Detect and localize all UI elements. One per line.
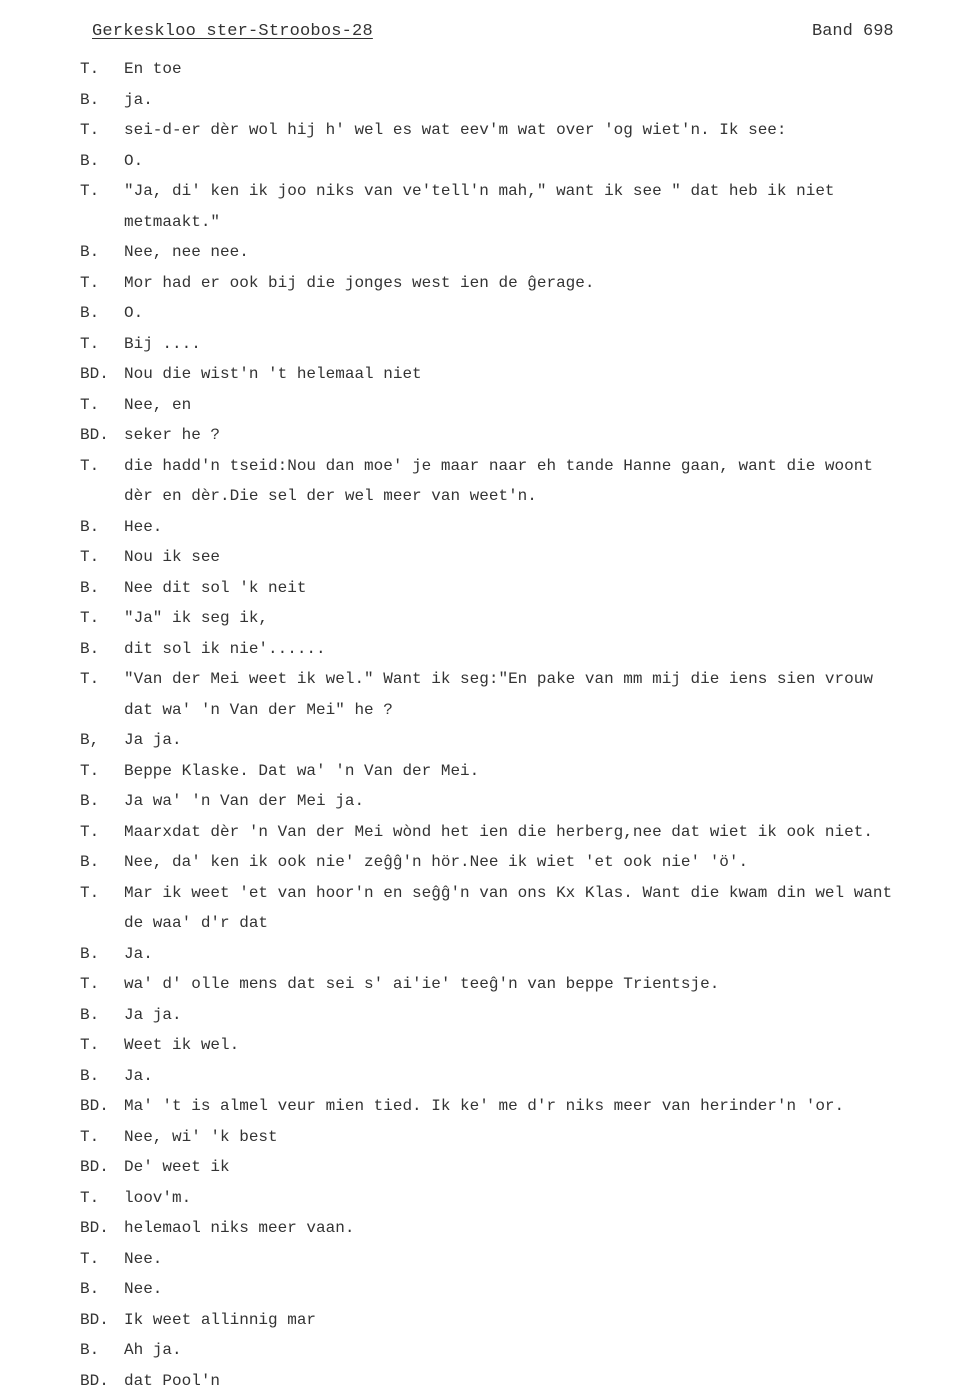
transcript-line [80,1122,973,1153]
speaker-label: B. [80,945,124,963]
transcript-line [80,1305,973,1336]
utterance-text: Ja wa' 'n Van der Mei ja. [124,792,973,810]
transcript-line [80,1091,973,1122]
transcript-line [80,1274,973,1305]
transcript-line [80,237,973,268]
speaker-label: B. [80,579,124,597]
utterance-text: Bij .... [124,335,973,353]
transcript-line [80,451,973,482]
utterance-text: "Ja" ik seg ik, [124,609,973,627]
speaker-label: T. [80,1036,124,1054]
speaker-label: B. [80,640,124,658]
utterance-text: "Van der Mei weet ik wel." Want ik seg:"En pake van mm mij die iens sien vrouw [124,670,973,688]
utterance-text: Nee, en [124,396,973,414]
document-title: Gerkeskloo ster-Stroobos-28 [92,22,373,41]
utterance-text: sei-d-er dèr wol hij h' wel es wat eev'm wat over 'og wiet'n. Ik see: [124,121,973,139]
speaker-label: T. [80,457,124,475]
speaker-label: T. [80,548,124,566]
speaker-label: T. [80,121,124,139]
speaker-label: B. [80,1006,124,1024]
speaker-label: T. [80,609,124,627]
transcript-line [80,1244,973,1275]
transcript-line [80,54,973,85]
speaker-label: T. [80,762,124,780]
utterance-text: dat Pool'n [124,1372,973,1390]
transcript-line [80,85,973,116]
transcript-line [80,298,973,329]
speaker-label: BD. [80,1097,124,1115]
transcript-line [80,1030,973,1061]
utterance-text: Ja ja. [124,731,973,749]
utterance-text: helemaol niks meer vaan. [124,1219,973,1237]
transcript-line [80,542,973,573]
utterance-text: die hadd'n tseid:Nou dan moe' je maar naar eh tande Hanne gaan, want die woont [124,457,973,475]
transcript-line [80,359,973,390]
transcript-line [80,908,973,939]
transcript-line [80,847,973,878]
speaker-label: T. [80,1250,124,1268]
speaker-label: B. [80,152,124,170]
transcript-line [80,1366,973,1396]
transcript-line [80,1335,973,1366]
transcript-line [80,512,973,543]
utterance-text: En toe [124,60,973,78]
utterance-text: Hee. [124,518,973,536]
speaker-label: B. [80,1280,124,1298]
utterance-text: dat wa' 'n Van der Mei" he ? [124,701,973,719]
speaker-label: T. [80,182,124,200]
speaker-label: BD. [80,365,124,383]
utterance-text: Weet ik wel. [124,1036,973,1054]
speaker-label: T. [80,975,124,993]
speaker-label: T. [80,335,124,353]
utterance-text: Nee. [124,1250,973,1268]
speaker-label: T. [80,823,124,841]
transcript-line [80,634,973,665]
transcript-line [80,786,973,817]
utterance-text: O. [124,152,973,170]
utterance-text: ja. [124,91,973,109]
utterance-text: Ja ja. [124,1006,973,1024]
transcript-line [80,481,973,512]
speaker-label: T. [80,396,124,414]
speaker-label: T. [80,884,124,902]
speaker-label: B. [80,91,124,109]
utterance-text: wa' d' olle mens dat sei s' ai'ie' teeĝ'n van beppe Trientsje. [124,975,973,993]
speaker-label: B. [80,853,124,871]
utterance-text: Nou ik see [124,548,973,566]
transcript-line [80,115,973,146]
utterance-text: Nee dit sol 'k neit [124,579,973,597]
transcript-line [80,939,973,970]
transcript-line [80,664,973,695]
speaker-label: B. [80,518,124,536]
transcript-line [80,1000,973,1031]
speaker-label: B. [80,304,124,322]
speaker-label: T. [80,60,124,78]
utterance-text: Beppe Klaske. Dat wa' 'n Van der Mei. [124,762,973,780]
utterance-text: dèr en dèr.Die sel der wel meer van weet'n. [124,487,973,505]
transcript-line [80,878,973,909]
utterance-text: Ja. [124,945,973,963]
utterance-text: seker he ? [124,426,973,444]
utterance-text: loov'm. [124,1189,973,1207]
transcript-line [80,1152,973,1183]
band-number: Band 698 [812,22,894,41]
utterance-text: Ah ja. [124,1341,973,1359]
transcript-line [80,573,973,604]
transcript-line [80,603,973,634]
utterance-text: dit sol ik nie'...... [124,640,973,658]
transcript-line [80,1061,973,1092]
transcript-line [80,420,973,451]
utterance-text: Ik weet allinnig mar [124,1311,973,1329]
transcript-line [80,268,973,299]
speaker-label: BD. [80,1158,124,1176]
utterance-text: Maarxdat dèr 'n Van der Mei wònd het ien die herberg,nee dat wiet ik ook niet. [124,823,973,841]
speaker-label: T. [80,1128,124,1146]
utterance-text: Nee, da' ken ik ook nie' zeĝĝ'n hör.Nee ik wiet 'et ook nie' 'ö'. [124,853,973,871]
transcript-line [80,176,973,207]
speaker-label: B, [80,731,124,749]
speaker-label: B. [80,792,124,810]
utterance-text: Mor had er ook bij die jonges west ien de ĝerage. [124,274,973,292]
utterance-text: metmaakt." [124,213,973,231]
speaker-label: T. [80,1189,124,1207]
speaker-label: B. [80,1341,124,1359]
speaker-label: T. [80,670,124,688]
speaker-label: BD. [80,426,124,444]
utterance-text: Nee. [124,1280,973,1298]
transcript-line [80,329,973,360]
transcript-line [80,1213,973,1244]
transcript-line [80,756,973,787]
utterance-text: Ma' 't is almel veur mien tied. Ik ke' me d'r niks meer van herinder'n 'or. [124,1097,973,1115]
speaker-label: B. [80,1067,124,1085]
transcript-line [80,695,973,726]
transcript-lines [80,54,973,1396]
speaker-label: BD. [80,1372,124,1390]
speaker-label: BD. [80,1311,124,1329]
speaker-label: T. [80,274,124,292]
speaker-label: BD. [80,1219,124,1237]
speaker-label: B. [80,243,124,261]
utterance-text: O. [124,304,973,322]
transcript-line [80,817,973,848]
utterance-text: Nee, nee nee. [124,243,973,261]
transcript-line [80,725,973,756]
utterance-text: Mar ik weet 'et van hoor'n en seĝĝ'n van ons Kx Klas. Want die kwam din wel want [124,884,973,902]
utterance-text: de waa' d'r dat [124,914,973,932]
transcript-line [80,969,973,1000]
transcript-line [80,146,973,177]
transcript-line [80,390,973,421]
transcript-line [80,1183,973,1214]
utterance-text: De' weet ik [124,1158,973,1176]
utterance-text: Ja. [124,1067,973,1085]
transcript-line [80,207,973,238]
utterance-text: Nou die wist'n 't helemaal niet [124,365,973,383]
utterance-text: Nee, wi' 'k best [124,1128,973,1146]
utterance-text: "Ja, di' ken ik joo niks van ve'tell'n mah," want ik see " dat heb ik niet [124,182,973,200]
